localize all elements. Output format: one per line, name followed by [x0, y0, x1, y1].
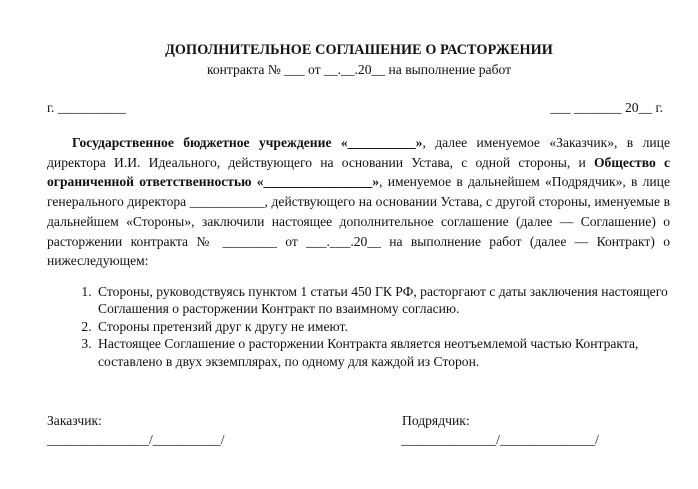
- place-field: г. __________: [47, 100, 126, 115]
- contractor-signature-label: Подрядчик:: [402, 413, 470, 428]
- contractor-signature-line: ______________/______________/: [401, 432, 599, 447]
- customer-signature-line: _______________/__________/: [47, 432, 225, 447]
- preamble-text-1: , далее именуемое «Заказчик», в лице директора И.И. Идеального, действующего на основании Устава, с одной стороны, и: [47, 135, 670, 170]
- preamble-text-2: , именуемое в дальнейшем «Подрядчик», в лице генерального директора ___________, действующего на основании Устава, с другой стороны, именуемые в дальнейшем «Стороны», заключили настоящее дополнительное соглашение (далее — Соглашение) о расторжении контракта № ________ от ___.___.20__ на выполнение работ (далее — Контракт) о нижеследующем:: [47, 174, 670, 269]
- list-item: 1. Стороны, руководствуясь пунктом 1 статьи 450 ГК РФ, расторгают с даты заключения настоящего Соглашения о расторжении Контракт по взаимному согласию.: [95, 283, 695, 318]
- customer-org-name: Государственное бюджетное учреждение «__________»: [72, 135, 423, 150]
- preamble-paragraph: [47, 133, 670, 271]
- list-item: 3. Настоящее Соглашение о расторжении Контракта является неотъемлемой частью Контракта, составлено в двух экземплярах, по одному для каждой из Сторон.: [95, 335, 695, 370]
- document-title: ДОПОЛНИТЕЛЬНОЕ СОГЛАШЕНИЕ О РАСТОРЖЕНИИ: [165, 42, 553, 58]
- date-field: ___ _______ 20__ г.: [550, 100, 663, 115]
- list-item: 2. Стороны претензий друг к другу не имеют.: [95, 318, 695, 335]
- customer-signature-label: Заказчик:: [47, 413, 102, 428]
- contractor-org-name: Общество с ограниченной ответственностью «________________»: [47, 154, 670, 190]
- terms-list: [68, 283, 695, 370]
- document-subtitle: контракта № ___ от __.__.20__ на выполнение работ: [206, 62, 512, 77]
